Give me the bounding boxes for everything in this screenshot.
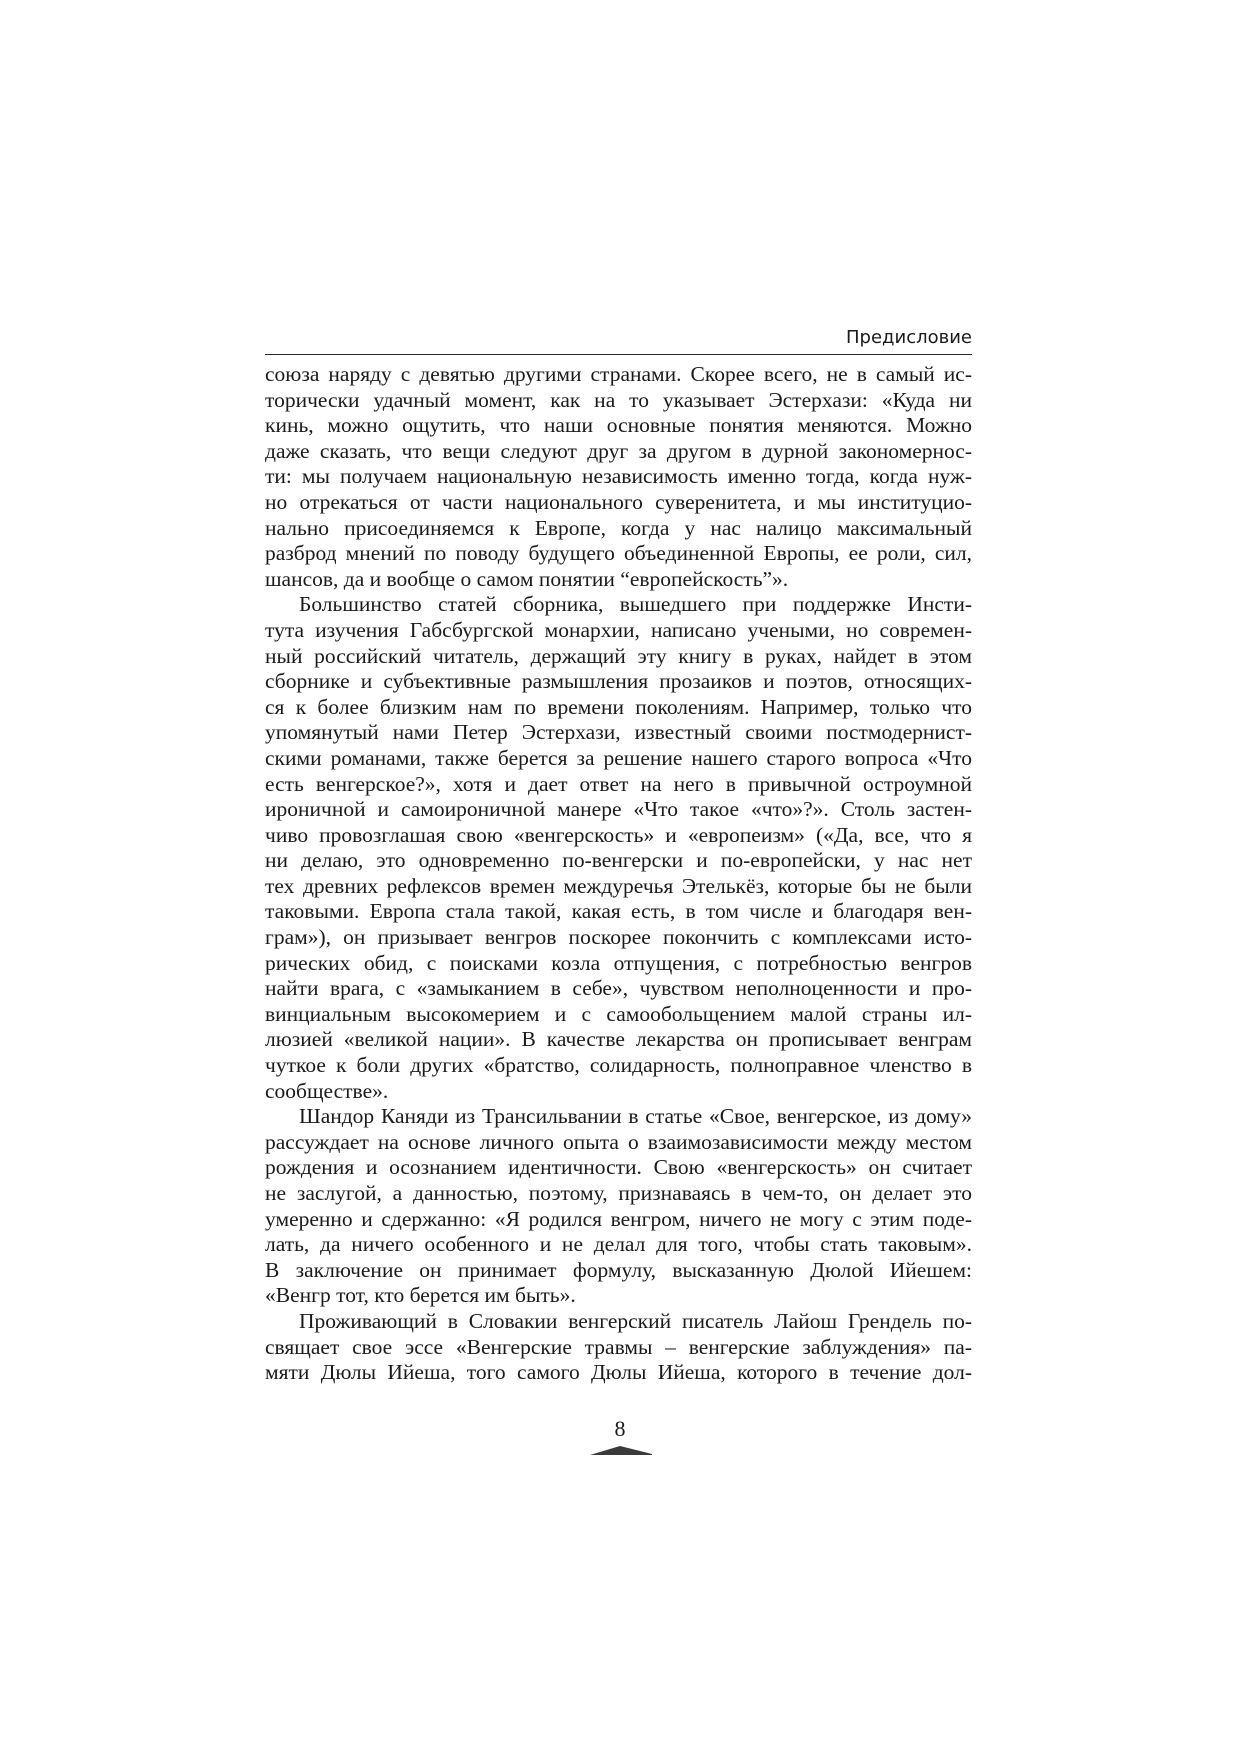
text-line: тех древних рефлексов времен междуречья Этелькёз, которые бы не были	[265, 873, 972, 898]
text-line: кинь, можно ощутить, что наши основные понятия меняются. Можно	[265, 413, 972, 438]
text-line: но отрекаться от части национального суверенитета, и мы институцио-	[265, 489, 972, 514]
running-header-title: Предисловие	[846, 327, 972, 348]
text-line: рождения и осознанием идентичности. Свою «венгерскость» он считает	[265, 1155, 972, 1180]
text-line: ный российский читатель, держащий эту книгу в руках, найдет в этом	[265, 643, 972, 668]
text-line: упомянутый нами Петер Эстерхази, известный своими постмодернист-	[265, 720, 972, 745]
text-line: «Венгр тот, кто берется им быть».	[265, 1283, 576, 1308]
text-line: тута изучения Габсбургской монархии, написано учеными, но современ-	[265, 617, 972, 642]
text-line: грам»), он призывает венгров поскорее покончить с комплексами исто-	[265, 925, 972, 950]
text-line: найти врага, с «замыканием в себе», чувством неполноценности и про-	[265, 976, 972, 1001]
text-line: Проживающий в Словакии венгерский писатель Лайош Грендель по-	[299, 1308, 972, 1333]
text-line: чиво провозглашая свою «венгерскость» и «европеизм» («Да, все, что я	[265, 822, 972, 847]
text-line: ни делаю, это одновременно по-венгерски и по-европейски, у нас нет	[265, 848, 972, 873]
text-line: рических обид, с поисками козла отпущения, с потребностью венгров	[265, 950, 972, 975]
text-line: разброд мнений по поводу будущего объединенной Европы, ее роли, сил,	[265, 541, 972, 566]
text-line: нально присоединяемся к Европе, когда у нас налицо максимальный	[265, 515, 972, 540]
running-header	[265, 326, 972, 355]
text-line: винциальным высокомерием и с самообольщением малой страны ил-	[265, 1001, 972, 1026]
text-line: союза наряду с девятью другими странами. Скорее всего, не в самый ис-	[265, 362, 972, 386]
body-text	[265, 362, 972, 1386]
page-number: 8	[614, 1416, 626, 1441]
text-line: даже сказать, что вещи следуют друг за другом в дурной закономернос-	[265, 438, 972, 463]
paragraph	[265, 1309, 972, 1386]
text-line: люзией «великой нации». В качестве лекарства он прописывает венграм	[265, 1027, 972, 1052]
page-ornament-wedge	[590, 1446, 652, 1456]
text-line: свящает свое эссе «Венгерские травмы – венгерские заблуждения» па-	[265, 1334, 972, 1359]
text-line: ся к более близким нам по времени поколениям. Например, только что	[265, 694, 972, 719]
text-line: есть венгерское?», хотя и дает ответ на него в привычной остроумной	[265, 771, 972, 796]
paragraph	[265, 362, 972, 592]
text-line: торически удачный момент, как на то указывает Эстерхази: «Куда ни	[265, 387, 972, 412]
text-line: сообществе».	[265, 1078, 389, 1103]
text-line: лать, да ничего особенного и не делал для того, чтобы стать таковым».	[265, 1232, 972, 1257]
paragraph	[265, 1104, 972, 1309]
text-line: чуткое к боли других «братство, солидарность, полноправное членство в	[265, 1053, 972, 1078]
text-line: не заслугой, а данностью, поэтому, признаваясь в чем-то, он делает это	[265, 1181, 972, 1205]
text-line: таковыми. Европа стала такой, какая есть, в том числе и благодаря вен-	[265, 899, 972, 924]
text-line: сборнике и субъективные размышления прозаиков и поэтов, относящих-	[265, 669, 972, 694]
text-line: шансов, да и вообще о самом понятии “европейскость”».	[265, 566, 789, 591]
paragraph	[265, 592, 972, 1104]
text-line: Большинство статей сборника, вышедшего при поддержке Инсти-	[299, 592, 972, 617]
text-line: ти: мы получаем национальную независимость именно тогда, когда нуж-	[265, 464, 972, 489]
text-line: мяти Дюлы Ийеша, того самого Дюлы Ийеша, которого в течение дол-	[265, 1360, 972, 1385]
text-line: ироничной и самоироничной манере «Что такое «что»?». Столь застен-	[265, 797, 972, 822]
text-line: скими романами, также берется за решение нашего старого вопроса «Что	[265, 745, 972, 770]
text-line: рассуждает на основе личного опыта о взаимозависимости между местом	[265, 1129, 972, 1154]
text-line: умеренно и сдержанно: «Я родился венгром, ничего не могу с этим поде-	[265, 1206, 972, 1231]
text-line: В заключение он принимает формулу, высказанную Дюлой Ийешем:	[265, 1257, 972, 1282]
text-line: Шандор Каняди из Трансильвании в статье «Свое, венгерское, из дому»	[299, 1104, 972, 1129]
